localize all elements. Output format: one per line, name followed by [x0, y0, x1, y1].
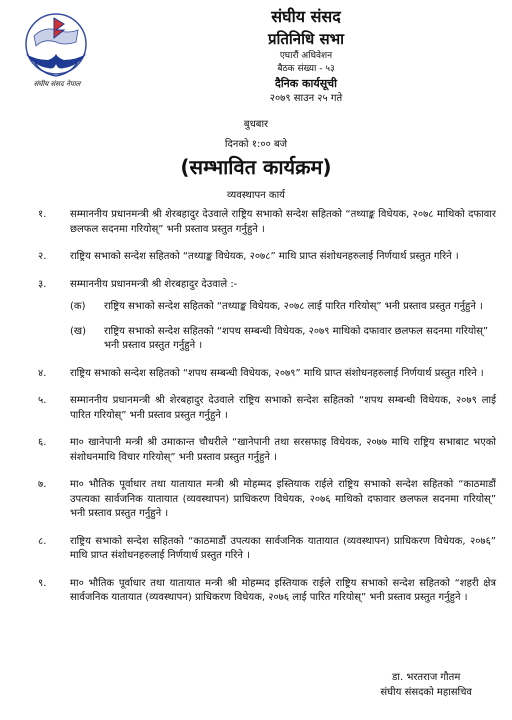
- agenda-item: [0, 250, 512, 265]
- signatory-title: संघीय संसदको महासचिव: [380, 687, 472, 698]
- agenda-item: [0, 278, 512, 293]
- item-number: ६.: [38, 437, 47, 448]
- agenda-item: [0, 436, 512, 465]
- meeting-number: बैठक संख्या - ५३: [277, 64, 335, 74]
- item-number: ७.: [38, 479, 47, 490]
- item-text: मा० भौतिक पूर्वाधार तथा यातायात मन्त्री श्री मोहम्मद इस्तियाक राईले राष्ट्रिय सभाको सन्देश सहितको “शहरी क्षेत्र सार्वजनिक यातायात (व्यवस्थापन) प्राधिकरण विधेयक, २०७६ लाई पारित गरियोस्” भनी प्रस्ताव प्रस्तुत गर्नुहुने ।: [70, 577, 496, 603]
- item-text: राष्ट्रिय सभाको सन्देश सहितको “शपथ सम्बन्धी विधेयक, २०७९” माथि प्राप्त संशोधनहरुलाई निर्णयार्थ प्रस्तुत गरिने ।: [70, 367, 484, 379]
- section-title: व्यवस्थापन कार्य: [227, 190, 285, 201]
- program-title: (सम्भावित कार्यक्रम): [180, 155, 332, 179]
- item-text: राष्ट्रिय सभाको सन्देश सहितको “काठमाडौं उपत्यका सार्वजनिक यातायात (व्यवस्थापन) प्राधिकरण विधेयक, २०७६” माथि प्राप्त संशोधनहरुलाई निर्णयार्थ प्रस्तुत गरिने ।: [70, 535, 496, 561]
- agenda-date: २०७९ साउन २५ गते: [269, 93, 343, 104]
- subitem-text: राष्ट्रिय सभाको सन्देश सहितको “शपथ सम्बन्धी विधेयक, २०७९ माथिको दफावार छलफल सदनमा गरियोस्” भनी प्रस्ताव प्रस्तुत गर्नुहुने ।: [104, 325, 489, 351]
- meeting-day: बुधबार: [243, 119, 269, 130]
- session-label: एघारौं अधिवेशन: [279, 51, 333, 61]
- item-number: ४.: [38, 367, 47, 379]
- item-text: सम्माननीय प्रधानमन्त्री श्री शेरबहादुर देउवाले राष्ट्रिय सभाको सन्देश सहितको “शपथ सम्बन्धी विधेयक, २०७९ लाई पारित गरियोस्” भनी प्रस्ताव प्रस्तुत गर्नुहुने ।: [70, 395, 496, 421]
- agenda-title: दैनिक कार्यसूची: [274, 77, 338, 90]
- item-number: ३.: [38, 278, 47, 290]
- subitem-label: (क): [70, 301, 86, 312]
- item-text: मा० खानेपानी मन्त्री श्री उमाकान्त चौधरीले “खानेपानी तथा सरसफाइ विधेयक, २०७७ माथि राष्ट्रिय सभाबाट भएको संशोधनमाथि विचार गरियोस्” भनी प्रस्ताव प्रस्तुत गर्नुहुने ।: [70, 437, 496, 463]
- agenda-item: [0, 535, 512, 564]
- subitem-text: राष्ट्रिय सभाको सन्देश सहितको “तथ्याङ्क विधेयक, २०७८ लाई पारित गरियोस्” भनी प्रस्ताव प्रस्तुत गर्नुहुने ।: [104, 301, 483, 312]
- agenda-item: [0, 577, 512, 606]
- document-header: [100, 6, 512, 106]
- header-title: संघीय संसद: [271, 7, 341, 26]
- agenda-item: [0, 478, 512, 522]
- item-text: मा० भौतिक पूर्वाधार तथा यातायात मन्त्री श्री मोहम्मद इस्तियाक राईले राष्ट्रिय सभाको सन्देश सहितको “काठमाडौं उपत्यका सार्वजनिक यातायात (व्यवस्थापन) प्राधिकरण विधेयक, २०७६ माथिको दफावार छलफल सदनमा गरियोस्” भनी प्रस्ताव प्रस्तुत गर्नुहुने ।: [70, 479, 496, 519]
- signature-block: [380, 670, 472, 700]
- agenda-list: [0, 208, 512, 619]
- item-text: सम्माननीय प्रधानमन्त्री श्री शेरबहादुर देउवाले राष्ट्रिय सभाको सन्देश सहितको “तथ्याङ्क विधेयक, २०७८ माथिको दफावार छलफल सदनमा गरियोस्” भनी प्रस्ताव प्रस्तुत गर्नुहुने ।: [70, 209, 496, 235]
- agenda-item: [0, 394, 512, 423]
- item-number: २.: [38, 251, 47, 262]
- emblem-caption: संघीय संसद नेपाल: [33, 80, 81, 88]
- agenda-subitem: [0, 300, 512, 315]
- header-subtitle: प्रतिनिधि सभा: [267, 30, 345, 48]
- item-number: ९.: [38, 577, 47, 589]
- parliament-emblem: [14, 8, 98, 96]
- signatory-name: डा. भरतराज गौतम: [392, 672, 461, 683]
- agenda-item: [0, 208, 512, 237]
- agenda-item: [0, 367, 512, 382]
- item-number: ८.: [38, 535, 47, 547]
- agenda-subitem: [0, 325, 512, 354]
- subitem-label: (ख): [70, 325, 86, 337]
- meeting-time: दिनको १:०० बजे: [224, 139, 288, 150]
- item-text: राष्ट्रिय सभाको सन्देश सहितको “तथ्याङ्क विधेयक, २०७८” माथि प्राप्त संशोधनहरुलाई निर्णयार्थ प्रस्तुत गरिने ।: [70, 251, 459, 262]
- item-number: ५.: [38, 395, 47, 406]
- item-number: १.: [38, 209, 47, 220]
- item-text: सम्माननीय प्रधानमन्त्री श्री शेरबहादुर देउवाले :-: [70, 278, 238, 290]
